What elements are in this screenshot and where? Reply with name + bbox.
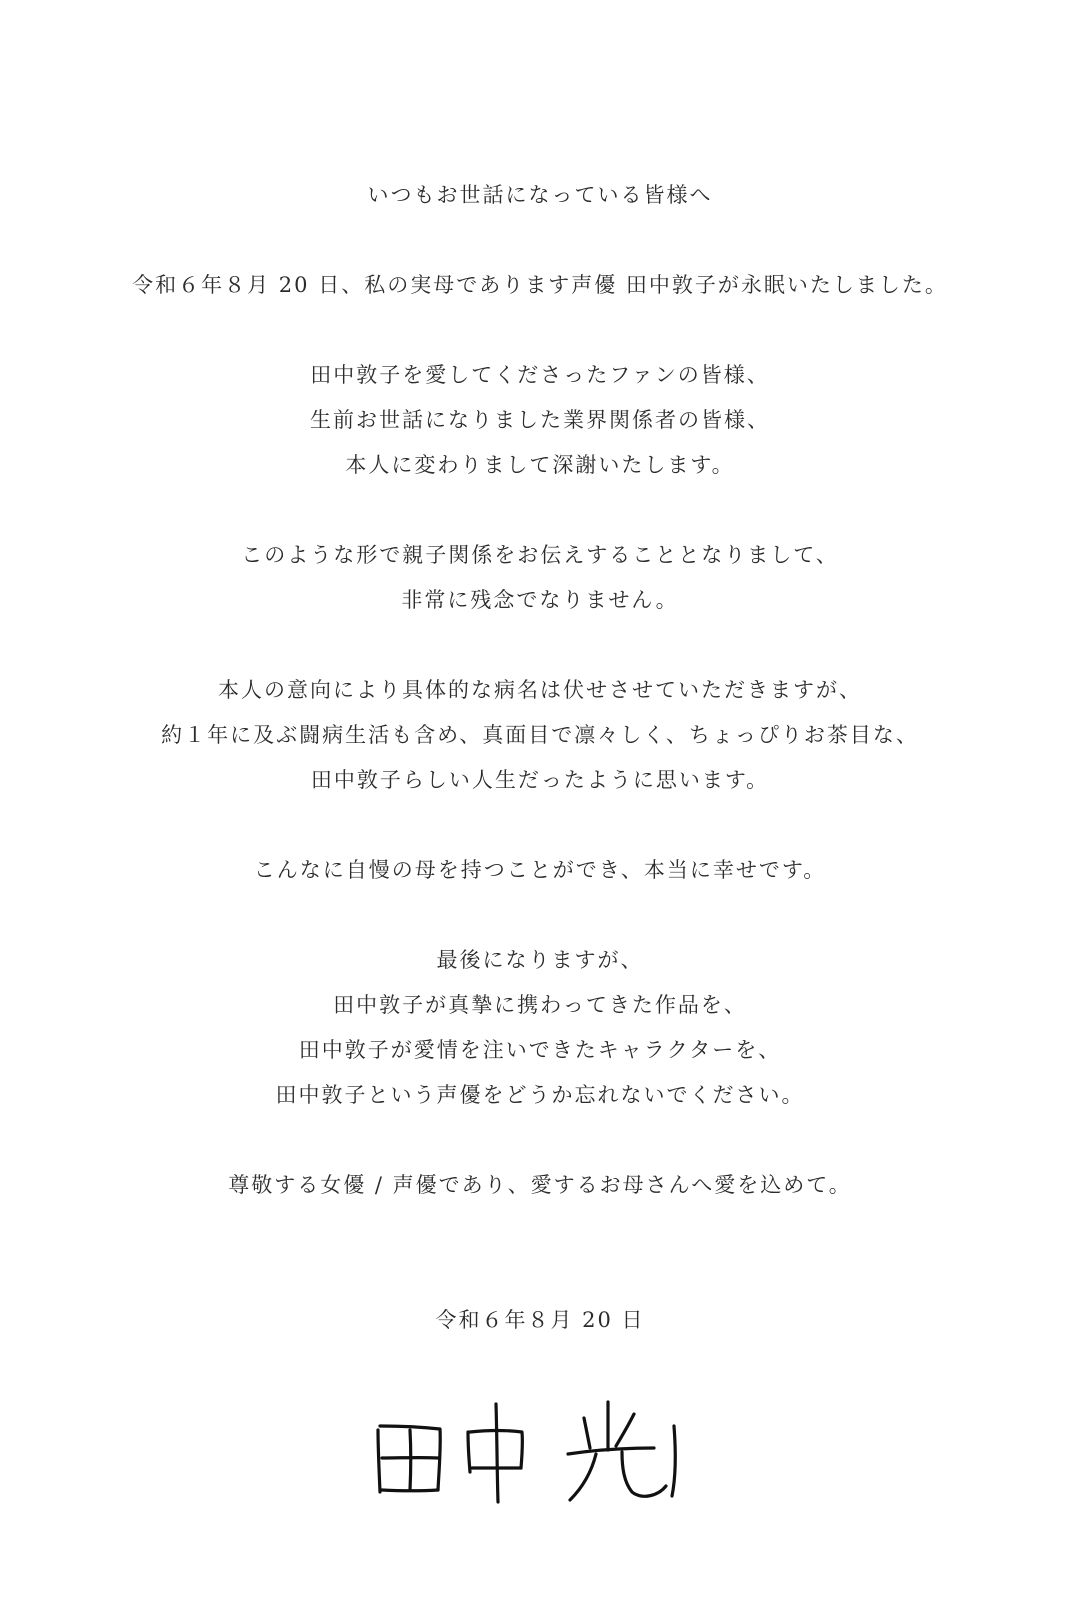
regret-line-2: 非常に残念でなりません。 <box>401 588 679 612</box>
letter-announcement: 令和６年８月 20 日、私の実母であります声優 田中敦子が永眠いたしました。 <box>132 273 948 297</box>
thanks-line-2: 生前お世話になりました業界関係者の皆様、 <box>310 408 770 432</box>
closing-line-2: 田中敦子が真摯に携わってきた作品を、 <box>333 993 747 1017</box>
life-line-1: 本人の意向により具体的な病名は伏せさせていただきますが、 <box>218 678 862 702</box>
life-line-2: 約１年に及ぶ闘病生活も含め、真面目で凛々しく、ちょっぴりお茶目な、 <box>161 723 919 747</box>
pride-line: こんなに自慢の母を持つことができ、本当に幸せです。 <box>253 858 827 882</box>
closing-line-3: 田中敦子が愛情を注いできたキャラクターを、 <box>298 1038 782 1062</box>
life-line-3: 田中敦子らしい人生だったように思います。 <box>310 768 770 792</box>
letter-date: 令和６年８月 20 日 <box>435 1308 645 1332</box>
closing-line-4: 田中敦子という声優をどうか忘れないでください。 <box>275 1083 805 1107</box>
regret-line-1: このような形で親子関係をお伝えすることとなりまして、 <box>241 543 839 567</box>
handwritten-signature <box>372 1396 692 1506</box>
closing-line-1: 最後になりますが、 <box>436 948 644 972</box>
letter-greeting: いつもお世話になっている皆様へ <box>367 183 713 207</box>
thanks-line-3: 本人に変わりまして深謝いたします。 <box>345 453 735 477</box>
dedication-line: 尊敬する女優 / 声優であり、愛するお母さんへ愛を込めて。 <box>228 1173 852 1197</box>
thanks-line-1: 田中敦子を愛してくださったファンの皆様、 <box>310 363 770 387</box>
